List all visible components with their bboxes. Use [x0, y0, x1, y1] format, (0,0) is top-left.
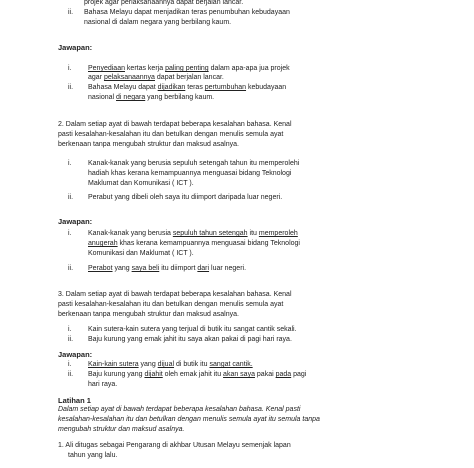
q3-line-1: 3. Dalam setiap ayat di bawah terdapat beberapa kesalahan bahasa. Kenal	[58, 291, 292, 298]
text-run: oleh emak jahit itu	[162, 371, 224, 378]
q3-i-line-a: Kain sutera-kain sutera yang terjual di butik itu sangat cantik sekali.	[88, 326, 297, 333]
text-run: Kanak-kanak yang berusia	[88, 230, 173, 237]
jawapan-1-ii-line-b	[88, 93, 214, 103]
underlined-correction: sangat cantik.	[209, 361, 253, 368]
underlined-correction: dari	[197, 265, 210, 272]
jawapan-1-heading: Jawapan:	[58, 43, 93, 52]
q2-line-3: berkenaan tanpa mengubah struktur dan maksud asalnya.	[58, 141, 239, 148]
text-run: yang	[138, 361, 158, 368]
text-run: dalam apa-apa jua projek	[208, 65, 290, 72]
underlined-correction: Penyediaan	[88, 65, 125, 72]
underlined-correction: pelaksanaannya	[103, 74, 155, 81]
jawapan-2-i-line-b	[88, 239, 300, 249]
text-run: yang	[112, 265, 132, 272]
text-run: itu diimport	[159, 265, 198, 272]
q3-ii-num: ii.	[68, 336, 74, 343]
q2-i-line-b: hadiah khas kerana kemampuannya menguasai bidang Teknologi	[88, 170, 292, 177]
text-run: kertas kerja	[124, 65, 166, 72]
text-run: itu	[247, 230, 259, 237]
top-line-2a: Bahasa Melayu dapat menjadikan teras penumbuhan kebudayaan	[84, 9, 290, 16]
jawapan-2-heading: Jawapan:	[58, 217, 93, 226]
q3-ii-line-a: Baju kurung yang emak jahit itu saya akan pakai di pagi hari raya.	[88, 336, 292, 343]
latihan-line-2: kesalahan-kesalahan itu dan betulkan dengan menulis semula ayat itu semula tanpa	[58, 416, 320, 423]
jawapan-3-ii-line-a	[88, 370, 306, 380]
jawapan-3-heading: Jawapan:	[58, 350, 93, 359]
q2-i-line-a: Kanak-kanak yang berusia sepuluh setengah tahun itu memperolehi	[88, 160, 300, 167]
jawapan-2-ii-num: ii.	[68, 265, 74, 272]
underlined-correction: Perabot	[88, 265, 113, 272]
q3-line-3: berkenaan tanpa mengubah struktur dan maksud asalnya.	[58, 311, 239, 318]
q2-ii-num: ii.	[68, 194, 74, 201]
latihan-line-1: Dalam setiap ayat di bawah terdapat beberapa kesalahan bahasa. Kenal pasti	[58, 406, 301, 413]
text-run: pagi	[291, 371, 307, 378]
text-run: agar	[88, 74, 104, 81]
text-run: Bahasa Melayu dapat	[88, 84, 158, 91]
text-run: yang berbilang kaum.	[145, 94, 215, 101]
top-line-2b: nasional di dalam negara yang berbilang kaum.	[84, 19, 232, 26]
latihan-item-1-line-b: tahun yang lalu.	[68, 452, 118, 459]
underlined-correction: dijadikan	[157, 84, 186, 91]
q3-line-2: pasti kesalahan-kesalahan itu dan betulkan dengan menulis semula ayat	[58, 301, 284, 308]
text-run: pakai	[254, 371, 276, 378]
underlined-correction: paling penting	[165, 65, 209, 72]
underlined-correction: Kain-kain sutera	[88, 361, 139, 368]
jawapan-3-ii-num: ii.	[68, 371, 74, 378]
underlined-correction: pada	[275, 371, 292, 378]
jawapan-2-i-line-c: Komunikasi dan Maklumat ( ICT ).	[88, 250, 194, 257]
jawapan-2-ii-line-a	[88, 264, 246, 274]
jawapan-1-ii-num: ii.	[68, 84, 74, 91]
jawapan-3-ii-line-b: hari raya.	[88, 381, 118, 388]
top-num-ii: ii.	[68, 9, 74, 16]
top-line-1: projek agar perlaksanaannya dapat berjalan lancar.	[84, 0, 244, 6]
q2-ii-line-a: Perabut yang dibeli oleh saya itu diimport daripada luar negeri.	[88, 194, 283, 201]
text-run: nasional	[88, 94, 117, 101]
underlined-correction: dijual	[157, 361, 175, 368]
underlined-correction: di negara	[116, 94, 146, 101]
text-run: di butik itu	[174, 361, 210, 368]
q2-line-1: 2. Dalam setiap ayat di bawah terdapat beberapa kesalahan bahasa. Kenal	[58, 121, 292, 128]
underlined-correction: memperoleh	[258, 230, 298, 237]
jawapan-1-i-line-b	[88, 73, 224, 83]
latihan-line-3: mengubah struktur dan maksud asalnya.	[58, 426, 185, 433]
jawapan-1-ii-line-a	[88, 83, 286, 93]
text-run: Baju kurung yang	[88, 371, 145, 378]
latihan-item-1-line-a: 1. Ali ditugas sebagai Pengarang di akhbar Utusan Melayu semenjak lapan	[58, 442, 291, 449]
jawapan-3-i-line-a	[88, 360, 253, 370]
q3-i-num: i.	[68, 326, 72, 333]
underlined-correction: akan saya	[223, 371, 255, 378]
latihan-heading: Latihan 1	[58, 396, 91, 405]
jawapan-2-i-num: i.	[68, 230, 72, 237]
text-run: luar negeri.	[209, 265, 247, 272]
q2-i-line-c: Maklumat dan Komunikasi ( ICT ).	[88, 180, 194, 187]
jawapan-3-i-num: i.	[68, 361, 72, 368]
text-run: kebudayaan	[246, 84, 287, 91]
underlined-correction: pertumbuhan	[204, 84, 247, 91]
text-run: teras	[185, 84, 205, 91]
q2-i-num: i.	[68, 160, 72, 167]
underlined-correction: sepuluh tahun setengah	[172, 230, 248, 237]
q2-line-2: pasti kesalahan-kesalahan itu dan betulkan dengan menulis semula ayat	[58, 131, 284, 138]
text-run: dapat berjalan lancar.	[154, 74, 224, 81]
jawapan-1-i-num: i.	[68, 65, 72, 72]
jawapan-2-i-line-a	[88, 229, 298, 239]
underlined-correction: anugerah	[88, 240, 118, 247]
text-run: khas kerana kemampuannya menguasai bidang Teknologi	[117, 240, 300, 247]
underlined-correction: saya beli	[131, 265, 160, 272]
underlined-correction: dijahit	[144, 371, 163, 378]
